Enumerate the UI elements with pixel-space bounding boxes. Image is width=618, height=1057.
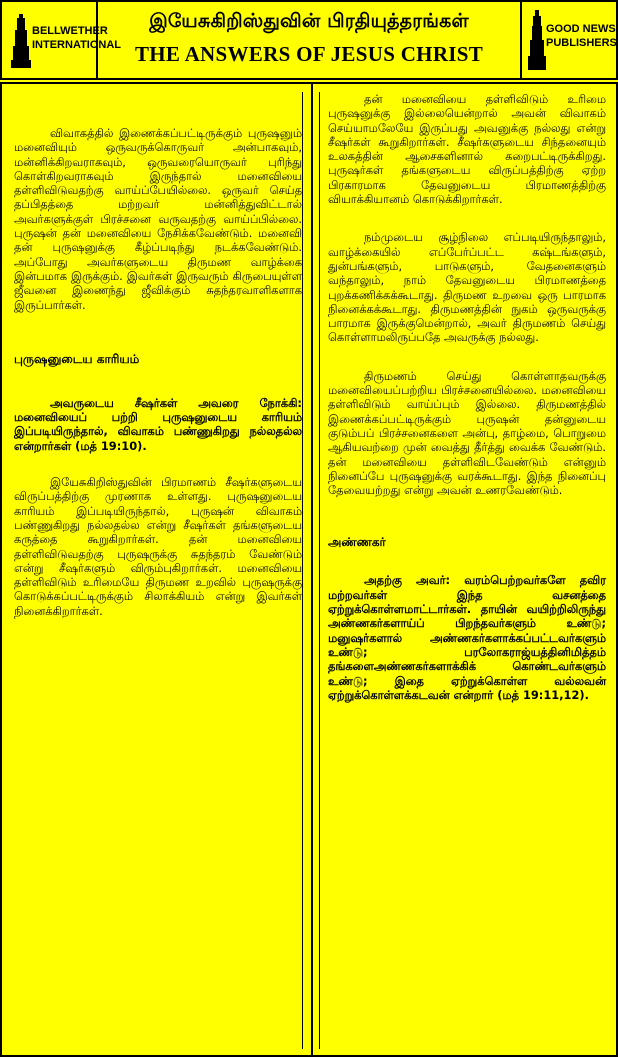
left-column — [0, 82, 312, 1057]
right-heading-1: அண்ணகர் — [328, 535, 386, 550]
left-paragraph-3: இயேசுகிறிஸ்துவின் பிரமாணம் சீஷர்களுடைய விருப்பத்திற்கு முரணாக உள்ளது. புருஷனுடைய காரியம் இப்படியிருந்தால், புருஷன் விவாகம் பண்ணுகிறது நல்லதல்ல என்று சீஷர்கள் தங்களுடைய கருத்தை கூறுகிறார்கள். தன் மனைவியை தள்ளிவிடுவதற்கு புருஷருக்கு சுதந்தரம் வேண்டும் என்று சீஷர்களும் விரும்புகிறார்கள். மனைவியை தள்ளிவிடும் உரிமையே திருமண உறவில் புருஷருக்கு கொடுக்கப்பட்டிருக்கும் சிலாக்கியம் என்று இவர்கள் நினைக்கிறார்கள். — [14, 475, 302, 618]
logo-good-news — [520, 0, 618, 80]
body-columns — [0, 82, 618, 1057]
title-block — [98, 0, 520, 80]
right-paragraph-3: திருமணம் செய்து கொள்ளாதவருக்கு மனைவியைப்பற்றிய பிரச்சனையில்லை. மனைவியை தள்ளிவிடும் வாய்ப்பும் இல்லை. திருமணத்தில் இணைக்கப்பட்டிருக்கும் புருஷன் தன்னுடைய குடும்பப் பிரச்சனைகளை அன்பு, தாழ்மை, பொறுமை ஆகியவற்றை முன் வைத்து தீர்த்து வைக்க வேண்டும். தன் மனைவியை தள்ளிவிடவேண்டும் என்னும் நினைப்பே புருஷனுக்கு வரக்கூடாது. இந்த நினைப்பு தேவையற்றது என்று அவன் உணரவேண்டும். — [328, 368, 606, 498]
logo-left-line1: BELLWETHER — [32, 25, 108, 37]
left-heading-1: புருஷனுடைய காரியம் — [14, 351, 140, 366]
good-news-logo-icon — [528, 10, 546, 72]
right-paragraph-1: தன் மனைவியை தள்ளிவிடும் உரிமை புருஷனுக்கு இல்லையென்றால் அவன் விவாகம் செய்யாமலேயே இருப்பது அவனுக்கு நல்லது என்று சீஷர்கள் கூறுகிறார்கள். சீஷர்களுடைய சிந்தனையும் உலகத்தின் ஆசைகளினால் கறைபட்டிருக்கிறது. புருஷர்கள் தங்களுடைய விருப்பத்திற்கு ஏற்ற பிரகாரமாக தேவனுடைய பிரமாணத்திற்கு வியாக்கியானம் கொடுக்கிறார்கள். — [328, 92, 606, 207]
title-english: THE ANSWERS OF JESUS CHRIST — [134, 42, 484, 66]
logo-bellwether — [0, 0, 122, 80]
left-paragraph-2: அவருடைய சீஷர்கள் அவரை நோக்கி: மனைவியைப் பற்றி புருஷனுடைய காரியம் இப்படியிருந்தால், விவாகம் பண்ணுகிறது நல்லதல்ல என்றார்கள் (மத் 19:10). — [14, 395, 302, 453]
logo-right-line2: PUBLISHERS — [546, 37, 617, 49]
left-paragraph-1: விவாகத்தில் இணைக்கப்பட்டிருக்கும் புருஷனும் மனைவியும் ஒருவருக்கொருவர் அன்பாகவும், மன்னிக்கிறவராகவும், ஒருவரையொருவர் புரிந்து கொள்கிறவராகவும் இருந்தால் மனைவியை தள்ளிவிடுவதற்கு வாய்ப்பேயில்லை. ஒருவர் செய்த தப்பிதத்தை மற்றவர் மன்னித்துவிட்டால் அவர்களுக்குள் பிரச்சனை வருவதற்கு வாய்ப்பில்லை. புருஷன் தன் மனைவியை நேசிக்கவேண்டும். மனைவி தன் புருஷனுக்கு கீழ்ப்படிந்து நடக்கவேண்டும். அப்போது அவர்களுடைய திருமண வாழ்க்கை இன்பமாக இருக்கும். இவர்கள் இருவரும் கிருபையுள்ள ஜீவனை இணைந்து ஜீவிக்கும் சுதந்தரவாளிகளாக இருப்பார்கள். — [14, 126, 302, 312]
right-paragraph-2: நம்முடைய சூழ்நிலை எப்படியிருந்தாலும், வாழ்க்கையில் எப்பேர்ப்பட்ட கஷ்டங்களும், துன்பங்களும், பாடுகளும், வேதனைகளும் வந்தாலும், நாம் தேவனுடைய பிரமாணத்தை புறக்கணிக்கக்கூடாது. திருமண உறவை ஒரு பாரமாக நினைக்கக்கூடாது. திருமணத்தின் நுகம் ஒருவருக்கு பாரமாக இருக்குமென்றால், அவர் திருமணம் செய்து கொள்ளாமலிருப்பதே அவருக்கு நல்லது. — [328, 230, 606, 345]
header — [0, 0, 618, 82]
logo-right-line1: GOOD NEWS — [546, 23, 616, 35]
bellwether-logo-icon — [10, 12, 32, 70]
title-tamil: இயேசுகிறிஸ்துவின் பிரதியுத்தரங்கள் — [149, 10, 469, 32]
right-column — [312, 82, 618, 1057]
right-paragraph-4: அதற்கு அவர்: வரம்பெற்றவர்களே தவிர மற்றவர்கள் இந்த வசனத்தை ஏற்றுக்கொள்ளமாட்டார்கள். தாயின் வயிற்றிலிருந்து அண்ணகர்களாய்ப் பிறந்தவர்களும் உண்டு; மனுஷர்களால் அண்ணகர்களாக்கப்பட்டவர்களும் உண்டு; பரலோகராஜ்யத்தினிமித்தம் தங்களைஅண்ணகர்களாக்கிக் கொண்டவர்களும் உண்டு; இதை ஏற்றுக்கொள்ள வல்லவன் ஏற்றுக்கொள்ளக்கடவன் என்றார் (மத் 19:11,12). — [328, 573, 606, 702]
logo-left-line2: INTERNATIONAL — [32, 39, 122, 51]
